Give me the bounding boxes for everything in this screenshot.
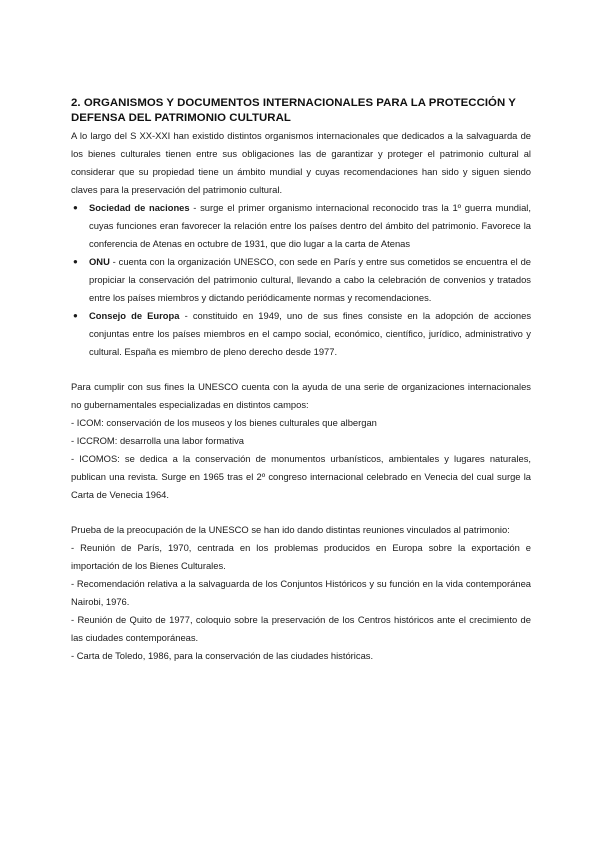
list-item-text: - cuenta con la organización UNESCO, con sede en París y entre sus cometidos se encuentra el de propiciar la conservación del patrimonio cultural, llevando a cabo la celebración de convenios y tratados entre los países miembros y dictando periódicamente normas y recomendaciones. [89,256,531,303]
list-item [73,307,532,361]
list-item-text: - constituido en 1949, uno de sus fines consiste en la adopción de acciones conjuntas entre los países miembros en el campo social, económico, científico, jurídico, administrativo y cultural. España es miembro de pleno derecho desde 1977. [89,310,532,357]
list-item [73,199,531,253]
bullet-icon: ● [73,311,78,320]
list-item-text: - surge el primer organismo internacional reconocido tras la 1º guerra mundial, cuyas funciones eran favorecer la relación entre los países dentro del ámbito del patrimonio. Favorece la conferencia de Atenas en octubre de 1931, que dio lugar a la carta de Atenas [89,202,531,249]
spacer [71,361,531,378]
list-item-term: Sociedad de naciones [89,202,190,213]
list-item-term: ONU [89,256,110,267]
meeting-item: - Reunión de Quito de 1977, coloquio sobre la preservación de los Centros históricos ante el crecimiento de las ciudades contemporáneas. [71,614,531,643]
ngo-item: - ICCROM: desarrolla una labor formativa [71,435,244,446]
spacer [71,504,531,521]
section-heading: 2. ORGANISMOS Y DOCUMENTOS INTERNACIONALES PARA LA PROTECCIÓN Y DEFENSA DEL PATRIMONIO CULTURAL [71,97,516,124]
ngo-item: - ICOM: conservación de los museos y los bienes culturales que albergan [71,417,377,428]
ngo-item: - ICOMOS: se dedica a la conservación de monumentos urbanísticos, ambientales y lugares naturales, publican una revista. Surge en 1965 tras el 2º congreso internacional celebrado en Venecia del cual surge la Carta de Venecia 1964. [71,453,531,500]
document-content [71,96,531,665]
ngo-intro-paragraph: Para cumplir con sus fines la UNESCO cuenta con la ayuda de una serie de organizaciones internacionales no gubernamentales especializadas en distintos campos: [71,381,531,410]
list-item [73,253,531,307]
meetings-intro-paragraph: Prueba de la preocupación de la UNESCO se han ido dando distintas reuniones vinculados al patrimonio: [71,524,510,535]
bullet-icon: ● [73,257,78,266]
intro-paragraph: A lo largo del S XX-XXI han existido distintos organismos internacionales que dedicados a la salvaguarda de los bienes culturales tienen entre sus obligaciones las de garantizar y proteger el patrimonio cultural al considerar que su propiedad tiene un ámbito mundial y cuyas recomendaciones han sido y siguen siendo claves para la preservación del patrimonio cultural. [71,130,531,195]
meeting-item: - Reunión de París, 1970, centrada en los problemas producidos en Europa sobre la exportación e importación de los Bienes Culturales. [71,542,531,571]
list-item-term: Consejo de Europa [89,310,180,321]
bullet-icon: ● [73,203,78,212]
meeting-item: - Carta de Toledo, 1986, para la conservación de las ciudades históricas. [71,650,374,661]
meeting-item: - Recomendación relativa a la salvaguarda de los Conjuntos Históricos y su función en la vida contemporánea Nairobi, 1976. [71,578,531,607]
organisms-list [71,199,531,361]
